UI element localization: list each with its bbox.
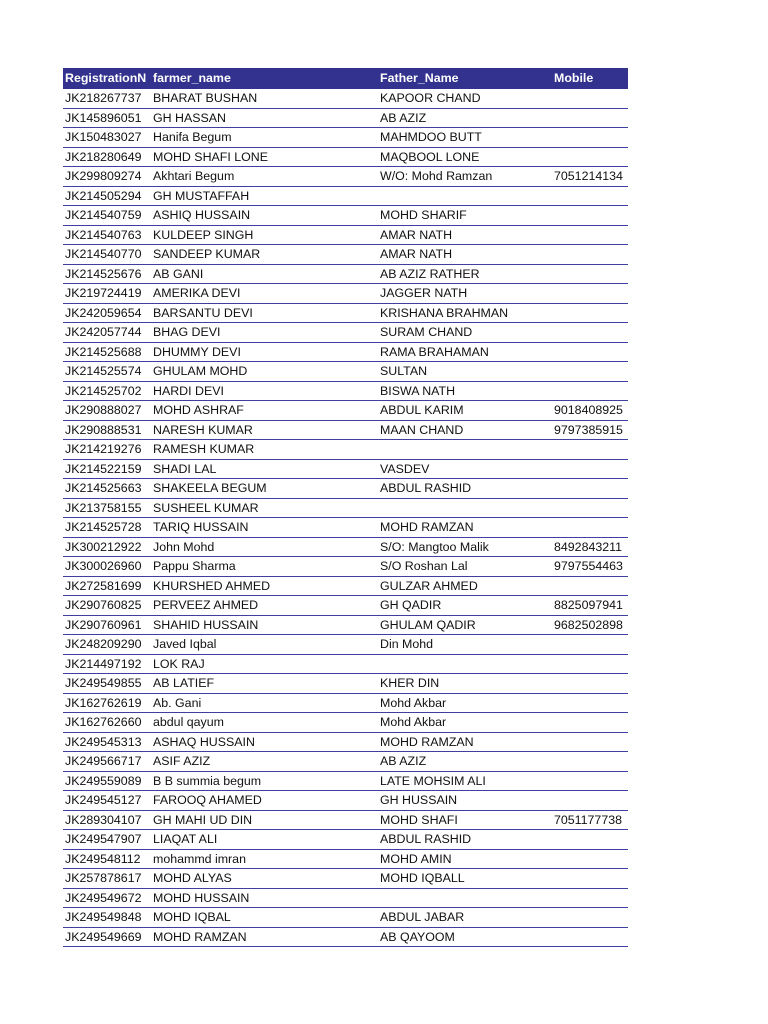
mobile-cell [552,362,628,381]
table-body [63,89,628,947]
table-row [63,440,628,460]
mobile-cell [552,89,628,108]
table-row [63,557,628,577]
registration-cell: JK249549848 [65,910,142,924]
farmer-name-cell: SHADI LAL [153,461,217,476]
registration-cell: JK214525728 [65,520,142,534]
registration-cell: JK249559089 [65,773,142,788]
table-row [63,421,628,441]
registration-cell: JK145896051 [65,110,142,125]
farmer-name-cell: GH HASSAN [153,110,226,125]
farmer-name-cell: LIAQAT ALI [153,832,218,846]
mobile-cell: 7051214134 [554,169,623,183]
farmer-name-cell: John Mohd [153,539,215,554]
column-header-farmer-name: farmer_name [153,71,231,85]
mobile-cell [552,518,628,537]
mobile-cell [552,245,628,264]
father-name-cell: AB AZIZ RATHER [380,266,480,281]
table-row [63,752,628,772]
table-row [63,655,628,675]
table-row [63,226,628,246]
column-header-mobile: Mobile [554,71,594,85]
father-name-cell: SURAM CHAND [380,325,473,339]
father-name-cell: S/O Roshan Lal [380,559,468,573]
table-row [63,265,628,285]
table-row [63,479,628,499]
father-name-cell: MAHMDOO BUTT [380,130,482,144]
father-name-cell: RAMA BRAHAMAN [380,344,489,359]
farmer-name-cell: MOHD HUSSAIN [153,890,250,905]
registration-cell: JK214522159 [65,461,142,476]
father-name-cell: MOHD IQBALL [380,871,465,885]
farmer-name-cell: TARIQ HUSSAIN [153,520,249,534]
father-name-cell: ABDUL RASHID [380,832,472,846]
table-row [63,635,628,655]
farmer-name-cell: Ab. Gani [153,695,202,710]
farmer-name-cell: AB GANI [153,266,204,281]
father-name-cell [378,889,552,908]
registration-cell: JK249547907 [65,832,142,846]
registration-cell: JK300026960 [65,559,142,573]
mobile-cell [552,499,628,518]
farmer-name-cell: LOK RAJ [153,656,205,671]
farmer-name-cell: MOHD ASHRAF [153,403,244,417]
registration-cell: JK249549669 [65,929,142,944]
mobile-cell [552,304,628,323]
table-row [63,889,628,909]
table-row [63,577,628,597]
table-row [63,713,628,733]
mobile-cell [552,284,628,303]
father-name-cell: AB QAYOOM [380,929,455,944]
registration-cell: JK242057744 [65,325,142,339]
father-name-cell [378,187,552,206]
mobile-cell [552,440,628,459]
father-name-cell [378,655,552,674]
table-row [63,362,628,382]
mobile-cell [552,733,628,752]
registration-cell: JK249549855 [65,676,142,690]
mobile-cell [552,791,628,810]
table-row [63,382,628,402]
farmer-name-cell: BHARAT BUSHAN [153,91,258,105]
father-name-cell: GHULAM QADIR [380,617,476,632]
father-name-cell: GULZAR AHMED [380,578,478,593]
father-name-cell: MOHD SHAFI [380,812,458,827]
mobile-cell [552,323,628,342]
registration-cell: JK300212922 [65,539,142,554]
table-row [63,109,628,129]
farmer-name-cell: MOHD SHAFI LONE [153,149,268,164]
mobile-cell [552,577,628,596]
farmer-name-cell: HARDI DEVI [153,383,224,398]
mobile-cell [552,674,628,693]
farmer-name-cell: ASIF AZIZ [153,754,211,768]
father-name-cell: AB AZIZ [380,110,427,125]
father-name-cell: GH QADIR [380,598,442,612]
registration-cell: JK218267737 [65,91,142,105]
column-header-father-name: Father_Name [380,71,459,85]
father-name-cell: LATE MOHSIM ALI [380,773,486,788]
table-row [63,167,628,187]
farmer-registration-table [63,68,628,947]
mobile-cell [552,908,628,927]
table-row [63,187,628,207]
table-row [63,928,628,948]
table-row [63,245,628,265]
table-row [63,811,628,831]
registration-cell: JK290760961 [65,617,142,632]
table-row [63,616,628,636]
farmer-name-cell: Pappu Sharma [153,559,236,573]
mobile-cell [552,460,628,479]
table-row [63,401,628,421]
farmer-name-cell: BHAG DEVI [153,325,221,339]
table-row [63,830,628,850]
farmer-name-cell: abdul qayum [153,715,224,729]
father-name-cell: MAQBOOL LONE [380,149,480,164]
table-row [63,733,628,753]
registration-cell: JK214525676 [65,266,142,281]
table-row [63,343,628,363]
mobile-cell [552,343,628,362]
farmer-name-cell: mohammd imran [153,851,246,866]
farmer-name-cell: MOHD IQBAL [153,910,231,924]
farmer-name-cell: BARSANTU DEVI [153,305,253,320]
mobile-cell: 9018408925 [554,403,623,417]
registration-cell: JK249545127 [65,793,142,807]
father-name-cell [378,440,552,459]
mobile-cell [552,869,628,888]
mobile-cell: 9797554463 [554,559,623,573]
table-row [63,772,628,792]
registration-cell: JK214525574 [65,364,142,378]
mobile-cell [552,206,628,225]
mobile-cell [552,187,628,206]
father-name-cell: AMAR NATH [380,227,453,242]
mobile-cell [552,928,628,947]
mobile-cell [552,889,628,908]
mobile-cell: 8492843211 [554,539,622,554]
father-name-cell: BISWA NATH [380,383,456,398]
mobile-cell [552,382,628,401]
father-name-cell: KRISHANA BRAHMAN [380,305,509,320]
registration-cell: JK214525688 [65,344,142,359]
table-row [63,694,628,714]
registration-cell: JK214525702 [65,383,142,398]
mobile-cell: 9797385915 [554,422,623,437]
mobile-cell [552,128,628,147]
mobile-cell [552,850,628,869]
father-name-cell: MOHD SHARIF [380,208,467,222]
farmer-name-cell: NARESH KUMAR [153,422,253,437]
father-name-cell: W/O: Mohd Ramzan [380,169,493,183]
registration-cell: JK214540763 [65,227,142,242]
registration-cell: JK162762660 [65,715,142,729]
table-header-row [63,68,628,89]
table-row [63,499,628,519]
father-name-cell: Mohd Akbar [380,695,447,710]
registration-cell: JK214525663 [65,481,142,495]
registration-cell: JK162762619 [65,695,142,710]
registration-cell: JK242059654 [65,305,142,320]
farmer-name-cell: FAROOQ AHAMED [153,793,262,807]
father-name-cell: VASDEV [380,461,430,476]
table-row [63,460,628,480]
table-row [63,323,628,343]
farmer-name-cell: KULDEEP SINGH [153,227,254,242]
registration-cell: JK214540759 [65,208,142,222]
farmer-name-cell: MOHD RAMZAN [153,929,247,944]
father-name-cell: ABDUL JABAR [380,910,465,924]
mobile-cell: 9682502898 [554,617,623,632]
father-name-cell: SULTAN [380,364,428,378]
farmer-name-cell: SHAHID HUSSAIN [153,617,259,632]
farmer-name-cell: ASHAQ HUSSAIN [153,734,255,749]
table-row [63,89,628,109]
registration-cell: JK249545313 [65,734,142,749]
father-name-cell: GH HUSSAIN [380,793,458,807]
father-name-cell [378,499,552,518]
farmer-name-cell: PERVEEZ AHMED [153,598,259,612]
mobile-cell: 7051177738 [554,812,622,827]
father-name-cell: KAPOOR CHAND [380,91,481,105]
table-row [63,674,628,694]
mobile-cell [552,694,628,713]
registration-cell: JK249549672 [65,890,142,905]
mobile-cell: 8825097941 [554,598,623,612]
father-name-cell: MOHD RAMZAN [380,734,474,749]
mobile-cell [552,655,628,674]
registration-cell: JK213758155 [65,500,142,515]
mobile-cell [552,713,628,732]
father-name-cell: AB AZIZ [380,754,427,768]
registration-cell: JK218280649 [65,149,142,164]
mobile-cell [552,265,628,284]
farmer-name-cell: Akhtari Begum [153,169,235,183]
table-row [63,148,628,168]
mobile-cell [552,479,628,498]
registration-cell: JK150483027 [65,130,142,144]
registration-cell: JK272581699 [65,578,142,593]
registration-cell: JK214540770 [65,247,142,261]
mobile-cell [552,830,628,849]
registration-cell: JK289304107 [65,812,142,827]
farmer-name-cell: Javed Iqbal [153,637,217,651]
table-row [63,869,628,889]
father-name-cell: ABDUL KARIM [380,403,464,417]
mobile-cell [552,635,628,654]
farmer-name-cell: AB LATIEF [153,676,215,690]
registration-cell: JK290888027 [65,403,142,417]
registration-cell: JK249566717 [65,754,142,768]
registration-cell: JK299809274 [65,169,142,183]
table-row [63,206,628,226]
registration-cell: JK290760825 [65,598,142,612]
mobile-cell [552,148,628,167]
father-name-cell: JAGGER NATH [380,286,468,300]
table-row [63,850,628,870]
farmer-name-cell: B B summia begum [153,773,262,788]
farmer-name-cell: RAMESH KUMAR [153,442,255,456]
farmer-name-cell: Hanifa Begum [153,130,232,144]
registration-cell: JK290888531 [65,422,142,437]
mobile-cell [552,752,628,771]
table-row [63,284,628,304]
father-name-cell: MAAN CHAND [380,422,464,437]
farmer-name-cell: GHULAM MOHD [153,364,248,378]
table-row [63,538,628,558]
farmer-name-cell: ASHIQ HUSSAIN [153,208,251,222]
table-row [63,908,628,928]
farmer-name-cell: MOHD ALYAS [153,871,232,885]
column-header-registration: RegistrationN [65,71,147,85]
father-name-cell: Din Mohd [380,637,434,651]
farmer-name-cell: AMERIKA DEVI [153,286,241,300]
farmer-name-cell: DHUMMY DEVI [153,344,241,359]
table-row [63,304,628,324]
father-name-cell: AMAR NATH [380,247,453,261]
registration-cell: JK214497192 [65,656,142,671]
father-name-cell: ABDUL RASHID [380,481,472,495]
mobile-cell [552,772,628,791]
table-row [63,518,628,538]
father-name-cell: KHER DIN [380,676,440,690]
father-name-cell: S/O: Mangtoo Malik [380,539,489,554]
mobile-cell [552,226,628,245]
farmer-name-cell: GH MAHI UD DIN [153,812,253,827]
registration-cell: JK219724419 [65,286,142,300]
registration-cell: JK214505294 [65,188,142,203]
registration-cell: JK248209290 [65,637,142,651]
registration-cell: JK257878617 [65,871,142,885]
farmer-name-cell: SHAKEELA BEGUM [153,481,267,495]
mobile-cell [552,109,628,128]
father-name-cell: MOHD AMIN [380,851,452,866]
table-row [63,128,628,148]
registration-cell: JK214219276 [65,442,142,456]
farmer-name-cell: SUSHEEL KUMAR [153,500,259,515]
farmer-name-cell: SANDEEP KUMAR [153,247,261,261]
father-name-cell: MOHD RAMZAN [380,520,474,534]
table-row [63,596,628,616]
farmer-name-cell: GH MUSTAFFAH [153,188,250,203]
father-name-cell: Mohd Akbar [380,715,447,729]
farmer-name-cell: KHURSHED AHMED [153,578,271,593]
registration-cell: JK249548112 [65,851,141,866]
table-row [63,791,628,811]
